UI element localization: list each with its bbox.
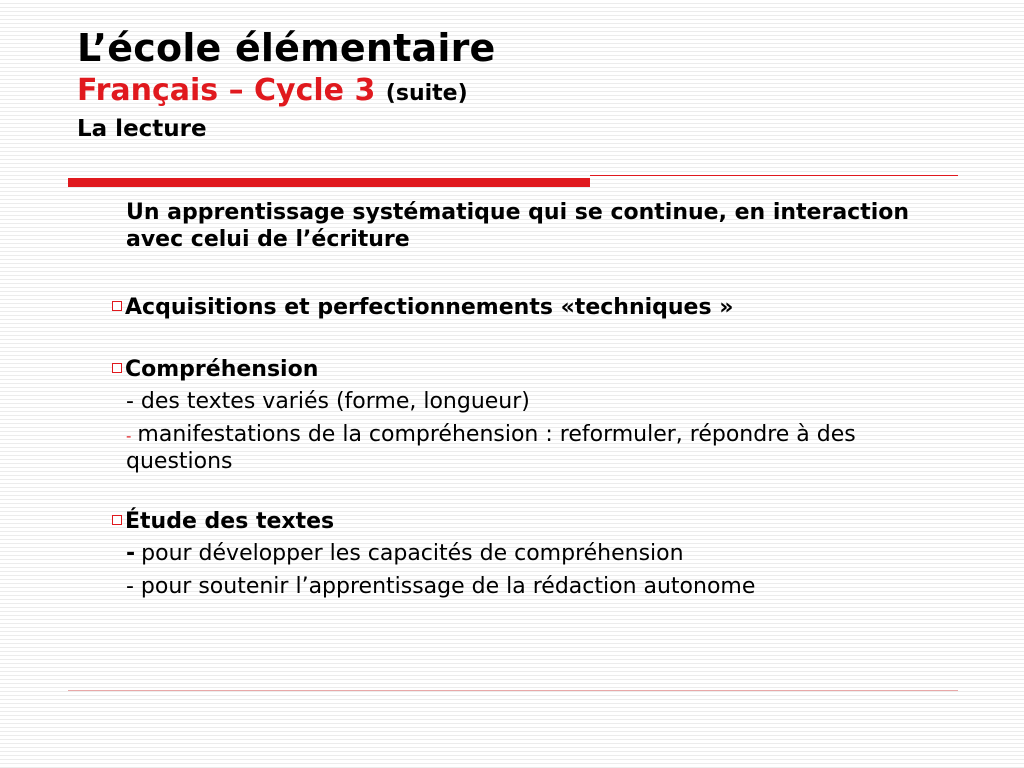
slide-subtitle	[77, 72, 495, 113]
list-item	[126, 422, 966, 475]
subtitle-text: Français – Cycle 3	[77, 73, 376, 108]
list-item: - des textes variés (forme, longueur)	[126, 389, 530, 414]
list-item	[126, 537, 966, 570]
dash-marker: -	[126, 427, 132, 445]
section-heading-etude	[126, 507, 966, 537]
section-heading-comprehension	[126, 355, 966, 385]
title-block	[77, 24, 495, 145]
subtitle-suffix: (suite)	[385, 81, 468, 106]
footer-rule	[68, 690, 958, 691]
square-bullet-icon	[112, 515, 122, 525]
dash-marker: -	[126, 541, 136, 566]
list-item-text: pour développer les capacités de compréhension	[141, 541, 684, 566]
square-bullet-icon	[112, 301, 122, 311]
square-bullet-icon	[112, 363, 122, 373]
slide-title: L’école élémentaire	[77, 26, 496, 70]
title-rule-thick	[68, 178, 590, 187]
section-heading-acquisitions	[126, 293, 966, 323]
list-item-text: manifestations de la compréhension : reformuler, répondre à des questions	[126, 422, 856, 474]
section-heading-label: Compréhension	[125, 357, 319, 382]
slide-body	[126, 199, 966, 603]
title-rule-thin	[590, 175, 958, 176]
section-heading-label: Étude des textes	[125, 509, 335, 534]
section-heading-label: Acquisitions et perfectionnements «techniques »	[125, 295, 734, 320]
slide-topic: La lecture	[77, 116, 207, 142]
list-item: - pour soutenir l’apprentissage de la rédaction autonome	[126, 574, 756, 599]
intro-text: Un apprentissage systématique qui se continue, en interaction avec celui de l’écriture	[126, 200, 910, 252]
